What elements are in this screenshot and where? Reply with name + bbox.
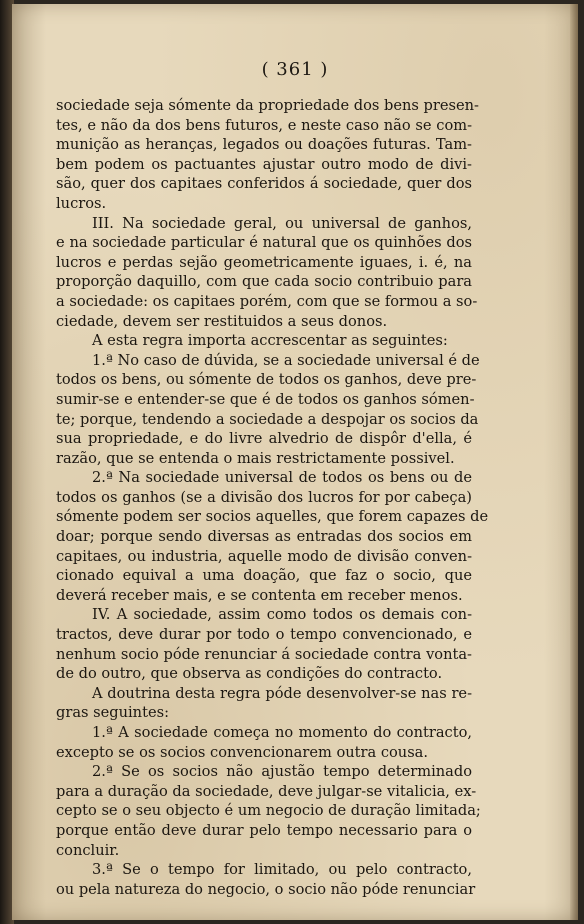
text-line: concluir. xyxy=(56,841,120,859)
text-line: de do outro, que observa as condições do contracto. xyxy=(56,665,443,683)
text-line: sumir-se e entender-se que é de todos os ganhos sómen- xyxy=(56,390,475,408)
text-line: razão, que se entenda o mais restrictamente possivel. xyxy=(56,449,455,467)
text-line: sociedade seja sómente da propriedade dos bens presen- xyxy=(56,97,479,114)
text-line: todos os bens, ou sómente de todos os ganhos, deve pre- xyxy=(56,371,477,389)
text-line: 3.ª Se o tempo for limitado, ou pelo contracto, xyxy=(92,861,472,879)
text-line: ciedade, devem ser restituidos a seus donos. xyxy=(56,312,388,330)
book-page xyxy=(12,4,578,920)
text-line: e na sociedade particular é natural que os quinhões dos xyxy=(56,234,472,252)
text-line: lucros. xyxy=(56,194,107,212)
section-heading-line: IV. A sociedade, assim como todos os demais con- xyxy=(92,606,472,624)
text-line: te; porque, tendendo a sociedade a despojar os socios da xyxy=(56,410,479,428)
text-line: nenhum socio póde renunciar á sociedade contra vonta- xyxy=(56,645,472,663)
text-line: tes, e não da dos bens futuros, e neste caso não se com- xyxy=(56,116,472,134)
body-text xyxy=(56,96,489,899)
text-line: cionado equival a uma doação, que faz o socio, que xyxy=(56,567,472,585)
text-line: ou pela natureza do negocio, o socio não póde renunciar xyxy=(56,880,476,898)
text-line: munição as heranças, legados ou doações futuras. Tam- xyxy=(56,136,472,154)
text-line: para a duração da sociedade, deve julgar-se vitalicia, ex- xyxy=(56,782,477,800)
text-line: sómente podem ser socios aquelles, que forem capazes de xyxy=(56,508,489,526)
text-line: gras seguintes: xyxy=(56,704,169,722)
text-line: capitaes, ou industria, aquelle modo de divisão conven- xyxy=(56,547,472,565)
text-line: cepto se o seu objecto é um negocio de duração limitada; xyxy=(56,802,481,820)
page-number: ( 361 ) xyxy=(261,59,329,80)
text-line: 1.ª A sociedade começa no momento do contracto, xyxy=(92,724,472,741)
text-line: proporção daquillo, com que cada socio contribuio para xyxy=(56,273,472,291)
text-line: 2.ª Se os socios não ajustão tempo determinado xyxy=(92,763,472,781)
text-line: bem podem os pactuantes ajustar outro modo de divi- xyxy=(56,155,472,173)
text-line: deverá receber mais, e se contenta em receber menos. xyxy=(56,586,463,604)
text-line: doar; porque sendo diversas as entradas dos socios em xyxy=(56,528,472,546)
text-line: são, quer dos capitaes conferidos á sociedade, quer dos xyxy=(56,175,472,193)
text-line: porque então deve durar pelo tempo necessario para o xyxy=(56,821,472,839)
text-line: todos os ganhos (se a divisão dos lucros for por cabeça) xyxy=(56,488,472,506)
text-line: a sociedade: os capitaes porém, com que se formou a so- xyxy=(56,292,478,310)
section-heading-line: III. Na sociedade geral, ou universal de ganhos, xyxy=(92,214,472,232)
text-line: tractos, deve durar por todo o tempo convencionado, e xyxy=(56,626,472,644)
text-line: A esta regra importa accrescentar as seguintes: xyxy=(92,332,448,350)
text-line: 1.ª No caso de dúvida, se a sociedade universal é de xyxy=(92,351,480,369)
text-line: A doutrina desta regra póde desenvolver-se nas re- xyxy=(92,684,472,702)
text-line: excepto se os socios convencionarem outra cousa. xyxy=(56,743,429,761)
text-line: sua propriedade, e do livre alvedrio de dispôr d'ella, é xyxy=(56,430,472,448)
text-line: 2.ª Na sociedade universal de todos os bens ou de xyxy=(92,469,472,487)
text-line: lucros e perdas sejão geometricamente iguaes, i. é, na xyxy=(56,253,472,271)
page-edge xyxy=(570,4,578,920)
